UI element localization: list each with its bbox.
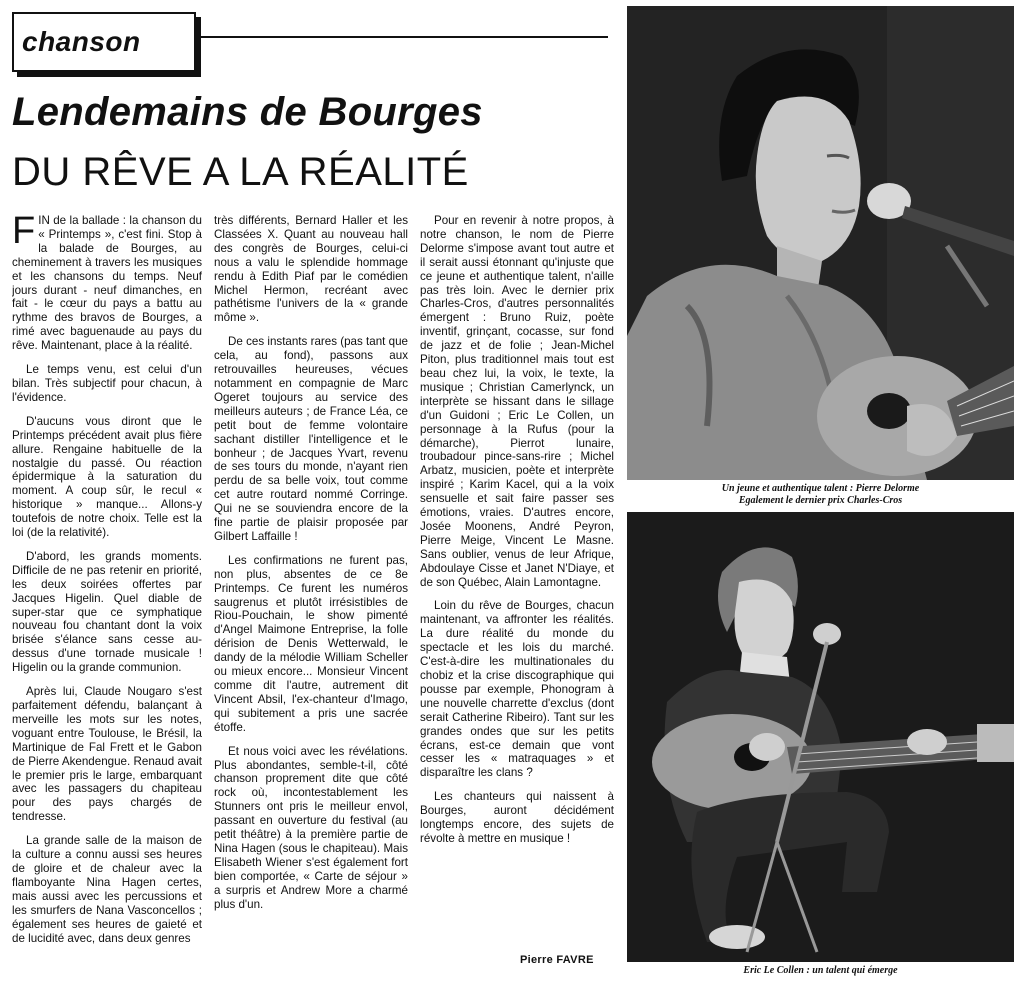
article-column-1 <box>12 214 202 954</box>
paragraph: Les chanteurs qui naissent à Bourges, auront décidément longtemps encore, des sujets de révolte à mettre en musique ! <box>420 790 614 845</box>
paragraph: Pour en revenir à notre propos, à notre chanson, le nom de Pierre Delorme s'impose avant tout autre et il serait aussi étonnant qu'injuste que ce jeune et authentique talent, n'aille pas très loin. Avec le dernier prix Charles-Cros, d'autres personnalités émergent : Bruno Ruiz, poète inventif, grinçant, cocasse, sur fond de jazz et de folie ; Jean-Michel Piton, plus traditionnel mais tout est beau chez lui, la voix, le texte, la musique ; Christian Camerlynck, un interprète se hissant dans le sillage d'un Guidoni ; Eric Le Collen, un personnage à la Rufus (pour la démarche), Pierrot lunaire, troubadour pince-sans-rire ; Michel Arbatz, musicien, poète et interprète inspiré ; Karim Kacel, qui a la voix sensuelle et sait faire passer ses émotions, vraies. D'autres encore, Josée Moonens, André Peyron, Pierre Meige, Vincent Le Masne. Sans oublier, venus de leur Afrique, Abdoulaye Cisse et Janet N'Diaye, et de son Québec, Alain Lamontagne. <box>420 214 614 589</box>
paragraph: La grande salle de la maison de la culture a connu aussi ses heures de gloire et de chaleur avec la flamboyante Nina Hagen certes, mais aussi avec les percussions et les smurfers de Nana Vasconcellos ; également ses heures de gaieté et de lucidité avec, dans deux genres <box>12 834 202 945</box>
article-byline: Pierre FAVRE <box>520 954 594 966</box>
section-label-box <box>12 12 196 72</box>
paragraph: Loin du rêve de Bourges, chacun maintenant, va affronter les réalités. La dure réalité du monde du spectacle et les lois du marché. C'est-à-dire les multinationales du chobiz et la crise discographique qui pousse par exemple, Phonogram à une nouvelle charrette d'exclus (dont serait Catherine Ribeiro). Tant sur les grandes ondes que sur les petits écrans, est-ce demain que vont cesser les « matraquages » et disparaître les clans ? <box>420 599 614 780</box>
article-column-2 <box>214 214 408 954</box>
paragraph: très différents, Bernard Haller et les Classées X. Quant au nouveau hall des congrès de Bourges, celui-ci nous a valu le splendide hommage rendu à Edith Piaf par le comédien Michel Hermon, recréant avec pathétisme l'univers de la « grande môme ». <box>214 214 408 325</box>
article-subheadline: DU RÊVE A LA RÉALITÉ <box>12 150 469 194</box>
paragraph: Après lui, Claude Nougaro s'est parfaitement défendu, balançant à merveille les mots sur les notes, voguant entre Toulouse, le Brésil, la Martinique de Fal Frett et le Gabon de Pierre Akendengue. Renaud avait le premier pris le large, embarquant avec les passagers du chapiteau pour des pays chargés de tendresse. <box>12 685 202 824</box>
paragraph: Le temps venu, est celui d'un bilan. Très subjectif pour chacun, à l'évidence. <box>12 363 202 404</box>
caption-line: Egalement le dernier prix Charles-Cros <box>738 495 903 506</box>
photo-pierre-delorme <box>627 6 1014 480</box>
section-label: chanson <box>22 26 141 57</box>
caption-line: Un jeune et authentique talent : Pierre Delorme <box>721 483 920 494</box>
article-headline: Lendemains de Bourges <box>12 90 483 134</box>
paragraph: FIN de la ballade : la chanson du « Printemps », c'est fini. Stop à la balade de Bourges, au cheminement à travers les musiques et les chansons du temps. Neuf jours durant - neuf dimanches, en fait - le cœur du pays a battu au rythme des bravos de Bourges, a rimé avec baguenaude au pays du rêve. Maintenant, place à la réalité. <box>12 214 202 353</box>
photo-caption-top <box>627 483 1014 507</box>
photo-caption-bottom: Eric Le Collen : un talent qui émerge <box>743 965 898 976</box>
paragraph: Les confirmations ne furent pas, non plus, absentes de ce 8e Printemps. Ce furent les numéros saugrenus et plutôt irrésistibles de Riou-Pouchain, le show pimenté d'Angel Maimone Entreprise, la folle dérision de Denis Wetterwald, le dandy de la mélodie William Scheller ou mieux encore... Monsieur Vincent comme dit l'autre, autrement dit Vincent Absil, l'ex-chanteur d'Imago, qui subitement a pris une sacrée étoffe. <box>214 553 408 734</box>
paragraph: D'aucuns vous diront que le Printemps précédent avait plus fière allure. Rengaine habituelle de la nostalgie du passé. Ou réaction épidermique à la saturation du moment. A coup sûr, le recul « historique » manque... Allons-y toutefois de notre choix. Telle est la loi (de la relativité). <box>12 414 202 540</box>
paragraph: D'abord, les grands moments. Difficile de ne pas retenir en priorité, les deux soirées offertes par Jacques Higelin. Quel diable de super-star que ce symphatique nouveau fou chantant dont la voix brisée s'élance sans cesse au-dessus d'une tornade musicale ! Higelin ou la grande communion. <box>12 549 202 675</box>
photo-eric-le-collen <box>627 512 1014 962</box>
paragraph: Et nous voici avec les révélations. Plus abondantes, semble-t-il, côté chanson proprement dite que côté rock où, incontestablement les Stunners ont pris le meilleur envol, passant en ouverture du festival (au petit théâtre) à la première partie de Nina Hagen (sous le chapiteau). Mais Elisabeth Wiener s'est également fort bien comportée, « Carte de séjour » a surpris et Andrew More a charmé plus d'un. <box>214 744 408 911</box>
paragraph: De ces instants rares (pas tant que cela, au fond), passons aux retrouvailles heureuses, vécues notamment en compagnie de Marc Ogeret toujours au service des meilleurs auteurs ; de France Léa, ce petit bout de femme volontaire sachant distiller l'intelligence et le bonheur ; de Jacques Yvart, revenu de ses tours du monde, n'ayant rien perdu de sa belle voix, tout comme cet autre routard nommé Corringe. Qui ne se souviendra encore de la fine partie de plaisir proposée par Gilbert Laffaille ! <box>214 335 408 543</box>
drop-cap: F <box>12 214 36 252</box>
section-rule <box>198 36 608 38</box>
article-column-3 <box>420 214 614 914</box>
